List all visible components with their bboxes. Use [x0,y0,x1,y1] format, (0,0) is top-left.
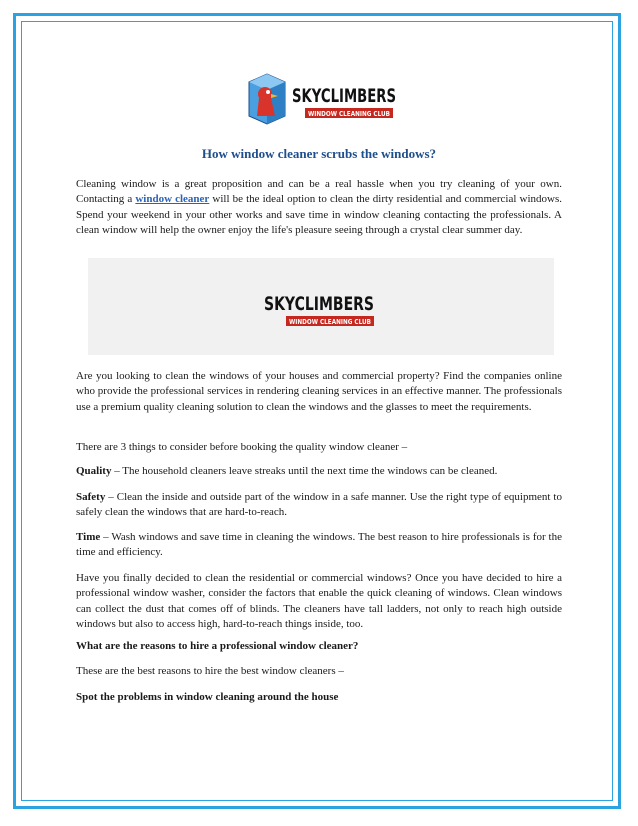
safety-text: – Clean the inside and outside part of the window in a safe manner. Use the right type of equipment to safely clean the windows that are hard-to-reach. [76,491,562,519]
logo-tagline: WINDOW CLEANING CLUB [308,110,390,118]
quality-text: – The household cleaners leave streaks until the next time the windows can be cleaned. [111,465,498,477]
safety-item [76,490,562,521]
logo-tagline: WINDOW CLEANING CLUB [289,318,371,326]
paragraph-decided: Have you finally decided to clean the residential or commercial windows? Once you have decided to hire a professional window washer, consider the factors that enable the quick cleaning of windows. Clean windows can collect the dust that comes off of blinds. The cleaners have tall ladders, not only to reach high outside windows but also to access high, hard-to-reach things inside, too. [76,572,562,630]
intro-text-b: will be the ideal option to clean the dirty residential and commercial windows. Spend your weekend in your other works and save time in window cleaning contacting the professionals. A clean window will help the owner enjoy the life's pleasure seeing through a crystal clear summer day. [76,193,562,236]
page-title: How window cleaner scrubs the windows? [201,146,437,161]
skyclimbers-logo-image [262,288,376,332]
paragraph-three-things: There are 3 things to consider before booking the quality window cleaner – [76,441,408,453]
logo-wordmark: SKYCLIMBERS [292,85,396,107]
quality-item [76,464,562,479]
time-label: Time [76,531,101,543]
skyclimbers-logo [245,72,397,128]
time-item [76,530,562,561]
intro-text-a: Cleaning window is a great proposition and can be a real hassle when you try cleaning of your own. Contacting a [76,178,562,206]
paragraph-best-reasons: These are the best reasons to hire the best window cleaners – [76,665,344,677]
safety-label: Safety [76,491,106,503]
quality-label: Quality [76,465,112,477]
time-text: – Wash windows and save time in cleaning the windows. The best reason to hire professionals is for the time and efficiency. [76,531,562,559]
heading-reasons-wrap [76,639,562,654]
heading-spot-wrap [76,690,562,705]
heading-spot-problems: Spot the problems in window cleaning around the house [76,691,339,703]
intro-paragraph [76,177,562,238]
logo-wordmark: SKYCLIMBERS [264,293,374,315]
heading-reasons: What are the reasons to hire a professional window cleaner? [76,640,359,652]
paragraph-looking: Are you looking to clean the windows of your houses and commercial property? Find the companies online who provide the professional services in rendering cleaning services in an effective manner. The professionals use a premium quality cleaning solution to clean the windows and the glasses to meet the requirements. [76,370,562,413]
window-cleaner-link[interactable]: window cleaner [135,193,210,206]
